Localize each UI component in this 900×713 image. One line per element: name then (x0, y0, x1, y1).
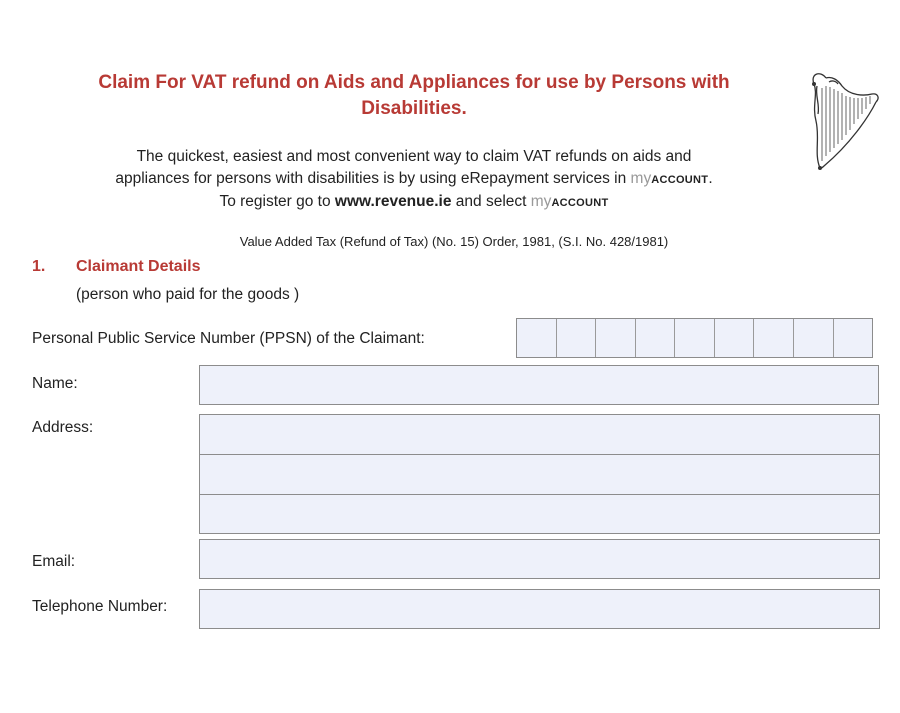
ppsn-cell[interactable] (675, 319, 715, 357)
intro-line1: The quickest, easiest and most convenient way to claim VAT refunds on aids and (136, 148, 692, 165)
ppsn-cell[interactable] (636, 319, 676, 357)
name-label: Name: (32, 375, 78, 392)
section-title: Claimant Details (76, 258, 201, 275)
name-field[interactable] (199, 365, 879, 405)
ppsn-cell[interactable] (517, 319, 557, 357)
myaccount-my: my (630, 170, 652, 187)
register-text-b: and select (451, 193, 531, 210)
intro-line2 (40, 168, 788, 191)
ppsn-cell[interactable] (596, 319, 636, 357)
intro-line2-text: appliances for persons with disabilities is by using eRepayment services in (115, 170, 631, 187)
ppsn-label: Personal Public Service Number (PPSN) of the Claimant: (32, 330, 425, 347)
telephone-label: Telephone Number: (32, 598, 168, 615)
address-line-3-field[interactable] (199, 494, 880, 534)
statute-reference: Value Added Tax (Refund of Tax) (No. 15) Order, 1981, (S.I. No. 428/1981) (239, 234, 669, 249)
intro-text (40, 146, 788, 214)
ppsn-cell[interactable] (715, 319, 755, 357)
register-text-a: To register go to (219, 193, 335, 210)
address-label: Address: (32, 419, 94, 436)
register-account: ACCOUNT (551, 197, 609, 209)
ppsn-cell[interactable] (794, 319, 834, 357)
telephone-field[interactable] (199, 589, 880, 629)
ppsn-cell[interactable] (557, 319, 597, 357)
myaccount-account: ACCOUNT (651, 174, 709, 186)
ppsn-cell[interactable] (754, 319, 794, 357)
form-title (40, 70, 788, 122)
ppsn-field[interactable] (516, 318, 873, 358)
section-subtitle: (person who paid for the goods ) (76, 286, 300, 303)
register-line (40, 191, 788, 214)
register-my: my (530, 193, 552, 210)
intro-line2-end: . (708, 170, 713, 187)
ppsn-cell[interactable] (834, 319, 873, 357)
form-title-line2: Disabilities. (361, 98, 467, 119)
section-number: 1. (32, 258, 46, 275)
email-label: Email: (32, 553, 76, 570)
revenue-link[interactable]: www.revenue.ie (334, 193, 452, 210)
harp-emblem-icon (806, 66, 882, 176)
address-line-1-field[interactable] (199, 414, 880, 455)
address-line-2-field[interactable] (199, 454, 880, 495)
email-field[interactable] (199, 539, 880, 579)
form-title-line1: Claim For VAT refund on Aids and Appliances for use by Persons with (98, 72, 730, 93)
